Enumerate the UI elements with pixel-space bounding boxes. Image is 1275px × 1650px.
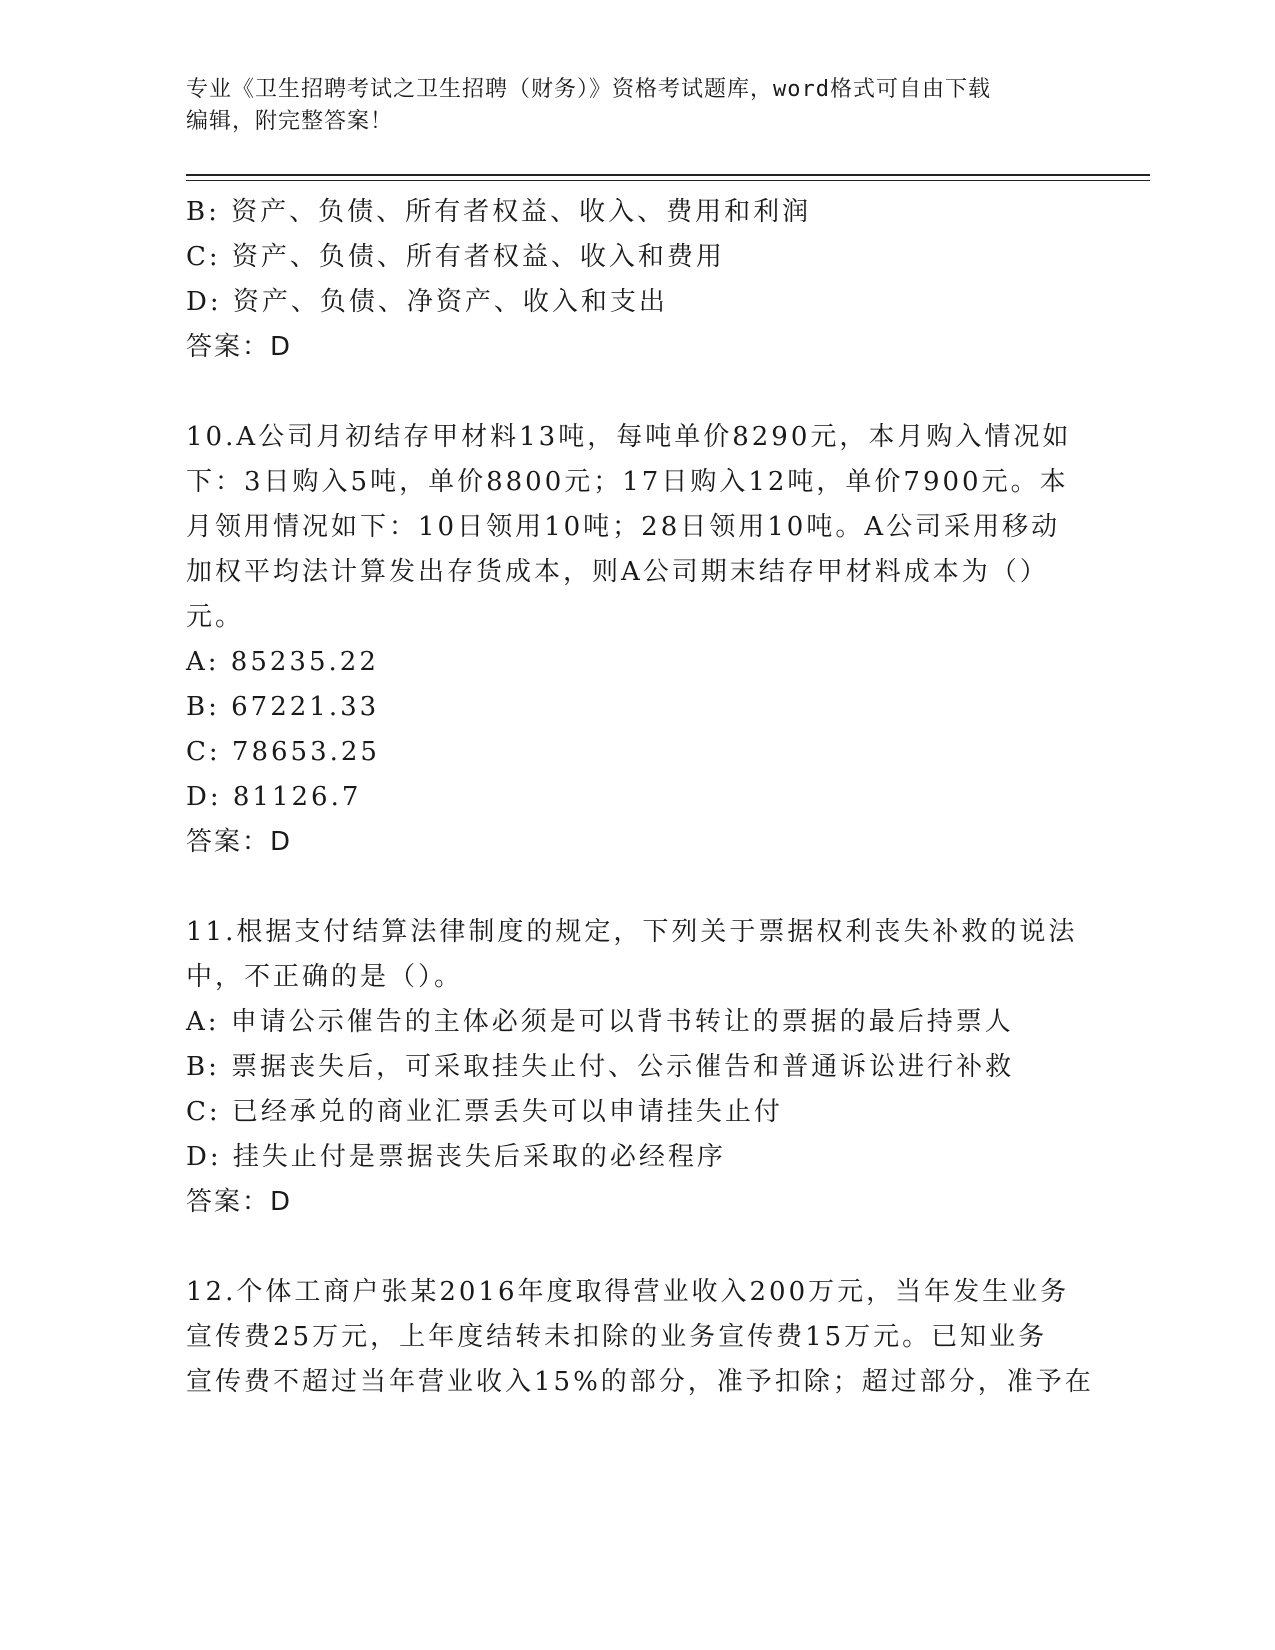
question-stem-line: 下：3日购入5吨，单价8800元；17日购入12吨，单价7900元。本 [186,467,1069,497]
question-stem-line: 10.A公司月初结存甲材料13吨，每吨单价8290元，本月购入情况如 [186,422,1072,452]
spacer [186,370,1086,415]
header-line-2: 编辑，附完整答案！ [186,109,394,134]
option-d: D: 挂失止付是票据丧失后采取的必经程序 [186,1142,726,1172]
option-c: C: 已经承兑的商业汇票丢失可以申请挂失止付 [186,1097,783,1127]
question-11 [186,910,1086,1225]
option-c: C: 资产、负债、所有者权益、收入和费用 [186,242,725,272]
question-stem-line: 元。 [186,602,245,632]
question-10 [186,415,1086,865]
question-stem-line: 中，不正确的是（）。 [186,962,464,992]
question-stem-line: 12.个体工商户张某2016年度取得营业收入200万元，当年发生业务 [186,1277,1070,1307]
option-b: B: 票据丧失后，可采取挂失止付、公示催告和普通诉讼进行补救 [186,1052,1015,1082]
header-line-1: 专业《卫生招聘考试之卫生招聘（财务）》资格考试题库，word格式可自由下载 [186,77,991,102]
question-stem-line: 宣传费25万元，上年度结转未扣除的业务宣传费15万元。已知业务 [186,1322,1048,1352]
option-a: A: 申请公示催告的主体必须是可以背书转让的票据的最后持票人 [186,1007,1014,1037]
question-stem-line: 加权平均法计算发出存货成本，则A公司期末结存甲材料成本为（） [186,557,1049,587]
document-header [186,74,1066,138]
question-stem-line: 11.根据支付结算法律制度的规定，下列关于票据权利丧失补救的说法 [186,917,1078,947]
option-b: B: 资产、负债、所有者权益、收入、费用和利润 [186,197,812,227]
question-content [186,190,1094,1405]
option-d: D: 81126.7 [186,782,362,812]
answer: 答案：D [186,332,293,362]
header-rule-thick [186,174,1150,176]
option-b: B: 67221.33 [186,692,380,722]
question-stem-line: 宣传费不超过当年营业收入15%的部分，准予扣除；超过部分，准予在 [186,1367,1094,1397]
question-stem-line: 月领用情况如下：10日领用10吨；28日领用10吨。A公司采用移动 [186,512,1061,542]
question-12 [186,1270,1094,1405]
answer: 答案：D [186,1187,293,1217]
answer: 答案：D [186,827,293,857]
spacer [186,1225,1086,1270]
option-c: C: 78653.25 [186,737,380,767]
question-9 [186,190,1086,370]
option-d: D: 资产、负债、净资产、收入和支出 [186,287,668,317]
header-rule-thin [186,180,1150,181]
spacer [186,865,1086,910]
option-a: A: 85235.22 [186,647,379,677]
